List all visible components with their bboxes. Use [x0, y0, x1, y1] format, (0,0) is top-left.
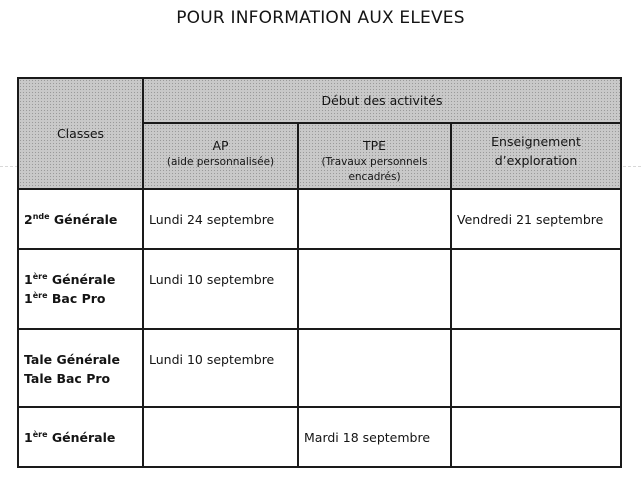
class-label: 2nde Générale	[24, 211, 118, 227]
tpe-cell	[298, 249, 451, 329]
class-label: Tale Bac Pro	[24, 371, 111, 386]
header-enseignement	[451, 123, 621, 189]
header-row-top	[18, 78, 621, 123]
header-tpe-label: TPE	[362, 138, 387, 153]
table-row	[18, 329, 621, 407]
class-label: 1ère Bac Pro	[24, 291, 106, 306]
ens-cell	[451, 407, 621, 467]
class-label: Tale Générale	[24, 352, 120, 367]
tpe-cell	[298, 189, 451, 249]
header-debut-activites: Début des activités	[143, 78, 621, 123]
header-tpe	[298, 123, 451, 189]
tpe-cell: Mardi 18 septembre	[298, 407, 451, 467]
classes-cell	[18, 329, 143, 407]
table-row	[18, 407, 621, 467]
activities-table	[17, 77, 622, 468]
header-ens-line-1: Enseignement	[491, 134, 581, 149]
ens-cell	[451, 249, 621, 329]
ap-cell: Lundi 10 septembre	[143, 249, 298, 329]
ap-cell	[143, 407, 298, 467]
table-row	[18, 249, 621, 329]
ens-cell	[451, 329, 621, 407]
table-row	[18, 189, 621, 249]
header-tpe-sub-2: encadrés)	[348, 171, 401, 183]
header-classes: Classes	[18, 78, 143, 189]
ap-cell: Lundi 24 septembre	[143, 189, 298, 249]
header-ap-sub: (aide personnalisée)	[166, 156, 275, 168]
page-title: POUR INFORMATION AUX ELEVES	[176, 8, 465, 28]
class-label: 1ère Générale	[24, 429, 116, 445]
tpe-cell	[298, 329, 451, 407]
header-ap-label: AP	[212, 138, 229, 153]
ens-cell: Vendredi 21 septembre	[451, 189, 621, 249]
classes-cell	[18, 189, 143, 249]
header-tpe-sub-1: (Travaux personnels	[321, 156, 428, 168]
header-ap	[143, 123, 298, 189]
ap-cell: Lundi 10 septembre	[143, 329, 298, 407]
class-label: 1ère Générale	[24, 272, 116, 287]
header-ens-line-2: d’exploration	[494, 153, 578, 168]
classes-cell	[18, 407, 143, 467]
classes-cell	[18, 249, 143, 329]
